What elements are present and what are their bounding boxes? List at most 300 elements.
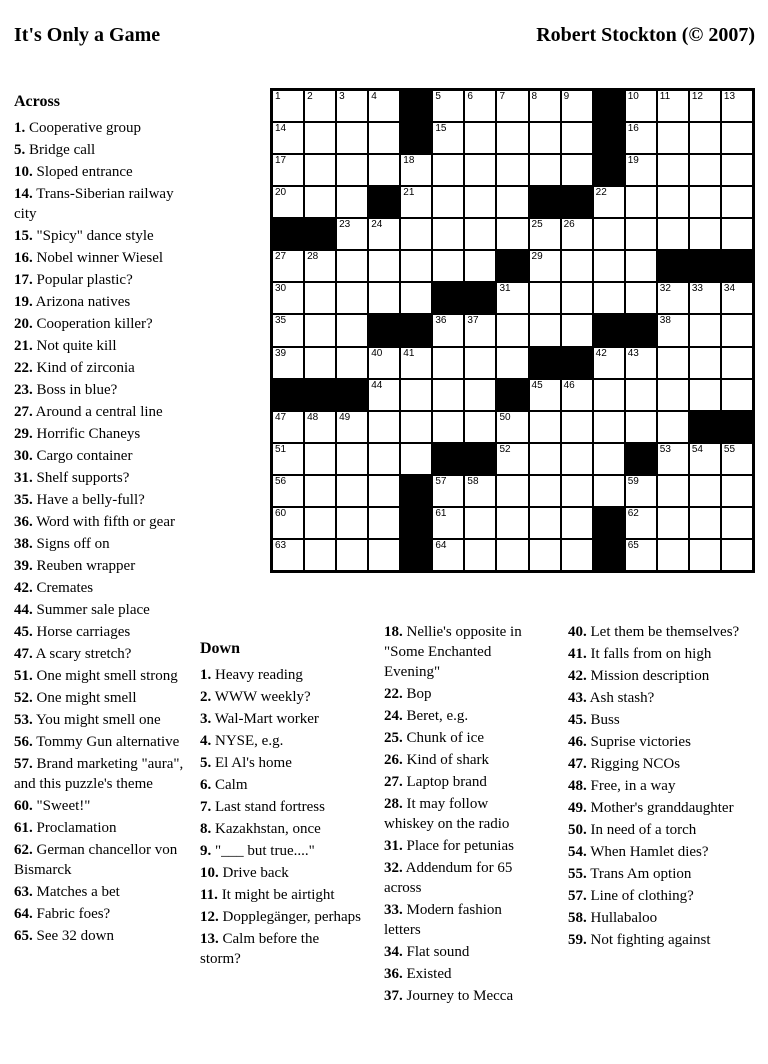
grid-cell[interactable] <box>304 122 336 154</box>
grid-cell[interactable] <box>625 154 657 186</box>
crossword-grid <box>270 88 755 573</box>
grid-cell[interactable] <box>432 411 464 443</box>
grid-cell[interactable] <box>529 539 561 571</box>
grid-cell-black <box>593 539 625 571</box>
grid-cell[interactable] <box>496 314 528 346</box>
grid-cell[interactable] <box>689 539 721 571</box>
grid-cell[interactable] <box>336 411 368 443</box>
grid-cell[interactable] <box>657 507 689 539</box>
grid-cell[interactable] <box>336 347 368 379</box>
grid-cell[interactable] <box>593 250 625 282</box>
grid-cell[interactable] <box>336 539 368 571</box>
grid-cell[interactable] <box>561 379 593 411</box>
cell-number: 62 <box>627 507 639 519</box>
grid-cell[interactable] <box>464 186 496 218</box>
grid-cell[interactable] <box>304 411 336 443</box>
grid-cell[interactable] <box>529 314 561 346</box>
grid-cell[interactable] <box>657 314 689 346</box>
clue-item: 47. Rigging NCOs <box>568 756 681 772</box>
grid-cell[interactable] <box>368 282 400 314</box>
grid-cell[interactable] <box>625 186 657 218</box>
grid-cell-black <box>496 250 528 282</box>
grid-cell[interactable] <box>464 154 496 186</box>
grid-cell[interactable] <box>432 539 464 571</box>
clue-number: 29. <box>14 426 33 442</box>
grid-cell[interactable] <box>721 539 753 571</box>
clue-item: 25. Chunk of ice <box>384 730 484 746</box>
grid-cell[interactable] <box>464 90 496 122</box>
grid-cell[interactable] <box>689 443 721 475</box>
grid-cell[interactable] <box>593 186 625 218</box>
clue-number: 33. <box>384 902 403 918</box>
grid-cell[interactable] <box>625 90 657 122</box>
cell-number: 50 <box>499 411 511 423</box>
grid-cell[interactable] <box>689 475 721 507</box>
grid-cell-black <box>561 186 593 218</box>
clue-number: 13. <box>200 931 219 947</box>
cell-number: 10 <box>627 91 639 102</box>
grid-cell[interactable] <box>496 122 528 154</box>
cell-number: 47 <box>275 411 287 423</box>
grid-cell[interactable] <box>304 90 336 122</box>
clue-number: 12. <box>200 909 219 925</box>
cell-number: 38 <box>659 315 671 327</box>
clue-item: 60. "Sweet!" <box>14 798 91 814</box>
grid-cell[interactable] <box>689 347 721 379</box>
grid-cell[interactable] <box>625 218 657 250</box>
grid-cell[interactable] <box>561 539 593 571</box>
grid-cell[interactable] <box>368 411 400 443</box>
grid-cell[interactable] <box>400 443 432 475</box>
grid-cell[interactable] <box>304 475 336 507</box>
grid-cell[interactable] <box>529 218 561 250</box>
grid-cell[interactable] <box>432 475 464 507</box>
grid-cell[interactable] <box>432 347 464 379</box>
grid-cell-black <box>272 218 304 250</box>
grid-cell[interactable] <box>336 443 368 475</box>
grid-cell[interactable] <box>464 411 496 443</box>
grid-cell[interactable] <box>368 443 400 475</box>
grid-cell[interactable] <box>400 218 432 250</box>
cell-number: 60 <box>275 507 287 519</box>
grid-cell[interactable] <box>272 411 304 443</box>
grid-cell[interactable] <box>721 282 753 314</box>
clue-number: 14. <box>14 186 33 202</box>
grid-cell-black <box>689 250 721 282</box>
clue-item: 47. A scary stretch? <box>14 646 132 662</box>
clue-item: 28. It may follow whiskey on the radio <box>384 796 510 832</box>
grid-cell[interactable] <box>368 218 400 250</box>
clue-number: 1. <box>14 120 26 136</box>
cell-number: 33 <box>691 283 703 295</box>
clue-number: 1. <box>200 667 212 683</box>
grid-cell[interactable] <box>689 314 721 346</box>
grid-cell[interactable] <box>400 347 432 379</box>
clue-number: 61. <box>14 820 33 836</box>
grid-cell[interactable] <box>272 250 304 282</box>
grid-cell[interactable] <box>496 507 528 539</box>
grid-cell[interactable] <box>689 154 721 186</box>
grid-cell[interactable] <box>529 282 561 314</box>
cell-number: 54 <box>691 443 703 455</box>
cell-number: 24 <box>371 219 383 231</box>
grid-cell[interactable] <box>304 443 336 475</box>
grid-cell[interactable] <box>304 250 336 282</box>
grid-cell[interactable] <box>721 122 753 154</box>
grid-cell-black <box>400 475 432 507</box>
cell-number: 41 <box>403 347 415 359</box>
grid-cell[interactable] <box>689 507 721 539</box>
grid-cell[interactable] <box>625 122 657 154</box>
clue-number: 48. <box>568 778 587 794</box>
grid-cell[interactable] <box>368 379 400 411</box>
clue-item: 3. Wal-Mart worker <box>200 711 319 727</box>
grid-cell[interactable] <box>625 379 657 411</box>
grid-cell[interactable] <box>368 475 400 507</box>
cell-number: 36 <box>435 315 447 327</box>
grid-cell[interactable] <box>496 443 528 475</box>
grid-cell[interactable] <box>432 314 464 346</box>
grid-cell[interactable] <box>625 411 657 443</box>
grid-cell[interactable] <box>272 90 304 122</box>
grid-cell[interactable] <box>496 154 528 186</box>
grid-cell[interactable] <box>400 411 432 443</box>
grid-cell[interactable] <box>368 122 400 154</box>
clue-number: 20. <box>14 316 33 332</box>
grid-cell[interactable] <box>368 250 400 282</box>
grid-cell[interactable] <box>432 218 464 250</box>
cell-number: 13 <box>723 91 736 102</box>
clue-number: 19. <box>14 294 33 310</box>
clue-number: 5. <box>14 142 26 158</box>
grid-cell[interactable] <box>304 539 336 571</box>
clue-item: 4. NYSE, e.g. <box>200 733 284 749</box>
cell-number: 57 <box>435 475 447 487</box>
clue-number: 40. <box>568 624 587 640</box>
grid-cell[interactable] <box>689 90 721 122</box>
clue-number: 27. <box>14 404 33 420</box>
grid-cell[interactable] <box>689 379 721 411</box>
grid-cell[interactable] <box>304 154 336 186</box>
grid-cell[interactable] <box>625 539 657 571</box>
grid-cell[interactable] <box>496 475 528 507</box>
clue-number: 11. <box>200 887 218 903</box>
grid-cell[interactable] <box>657 411 689 443</box>
cell-number: 19 <box>627 155 639 167</box>
clue-item: 34. Flat sound <box>384 944 470 960</box>
grid-cell[interactable] <box>464 475 496 507</box>
grid-cell[interactable] <box>529 122 561 154</box>
grid-cell[interactable] <box>561 154 593 186</box>
grid-cell[interactable] <box>336 122 368 154</box>
grid-cell[interactable] <box>368 539 400 571</box>
clue-number: 62. <box>14 842 33 858</box>
grid-cell[interactable] <box>304 507 336 539</box>
grid-cell[interactable] <box>272 186 304 218</box>
cell-number: 30 <box>275 283 287 295</box>
clue-item: 64. Fabric foes? <box>14 906 111 922</box>
clue-number: 63. <box>14 884 33 900</box>
grid-cell-black <box>464 443 496 475</box>
grid-cell[interactable] <box>272 314 304 346</box>
grid-cell[interactable] <box>464 250 496 282</box>
grid-cell[interactable] <box>657 186 689 218</box>
grid-cell[interactable] <box>336 282 368 314</box>
grid-cell[interactable] <box>496 90 528 122</box>
cell-number: 29 <box>531 251 543 263</box>
grid-cell[interactable] <box>496 186 528 218</box>
grid-cell[interactable] <box>368 90 400 122</box>
grid-cell[interactable] <box>336 475 368 507</box>
clue-item: 17. Popular plastic? <box>14 272 133 288</box>
grid-cell[interactable] <box>721 443 753 475</box>
grid-cell[interactable] <box>625 282 657 314</box>
grid-cell[interactable] <box>625 507 657 539</box>
cell-number: 28 <box>307 251 319 263</box>
cell-number: 22 <box>595 187 607 199</box>
clue-item: 44. Summer sale place <box>14 602 150 618</box>
grid-cell[interactable] <box>400 250 432 282</box>
grid-cell[interactable] <box>593 443 625 475</box>
grid-cell[interactable] <box>561 90 593 122</box>
grid-cell[interactable] <box>304 347 336 379</box>
grid-cell[interactable] <box>689 186 721 218</box>
grid-cell[interactable] <box>593 379 625 411</box>
clue-number: 42. <box>568 668 587 684</box>
grid-cell[interactable] <box>625 250 657 282</box>
clue-item: 5. El Al's home <box>200 755 292 771</box>
clue-number: 44. <box>14 602 33 618</box>
grid-cell[interactable] <box>336 90 368 122</box>
cell-number: 52 <box>499 443 511 455</box>
grid-cell[interactable] <box>561 507 593 539</box>
grid-cell[interactable] <box>496 539 528 571</box>
grid-cell[interactable] <box>657 475 689 507</box>
grid-cell[interactable] <box>304 186 336 218</box>
cell-number: 26 <box>563 219 575 231</box>
grid-cell[interactable] <box>721 186 753 218</box>
grid-cell[interactable] <box>721 314 753 346</box>
grid-cell[interactable] <box>368 507 400 539</box>
grid-cell-black <box>400 314 432 346</box>
grid-cell[interactable] <box>272 539 304 571</box>
clue-number: 15. <box>14 228 33 244</box>
cell-number: 35 <box>275 315 287 327</box>
cell-number: 40 <box>371 347 383 359</box>
grid-cell[interactable] <box>593 282 625 314</box>
grid-cell[interactable] <box>721 379 753 411</box>
grid-cell[interactable] <box>272 347 304 379</box>
grid-cell[interactable] <box>432 507 464 539</box>
clue-number: 45. <box>568 712 587 728</box>
grid-cell[interactable] <box>689 122 721 154</box>
grid-cell[interactable] <box>561 282 593 314</box>
clue-number: 9. <box>200 843 212 859</box>
grid-cell[interactable] <box>432 90 464 122</box>
clue-item: 62. German chancellor von Bismarck <box>14 842 178 878</box>
clue-number: 30. <box>14 448 33 464</box>
grid-cell[interactable] <box>561 475 593 507</box>
clue-number: 36. <box>384 966 403 982</box>
grid-cell[interactable] <box>593 411 625 443</box>
cell-number: 56 <box>275 475 287 487</box>
grid-cell[interactable] <box>529 443 561 475</box>
clue-item: 22. Kind of zirconia <box>14 360 135 376</box>
grid-cell[interactable] <box>593 218 625 250</box>
grid-cell[interactable] <box>529 90 561 122</box>
grid-cell[interactable] <box>272 122 304 154</box>
clue-item: 33. Modern fashion letters <box>384 902 502 938</box>
cell-number: 3 <box>339 91 345 102</box>
clue-item: 26. Kind of shark <box>384 752 489 768</box>
clue-item: 1. Cooperative group <box>14 120 142 136</box>
grid-cell[interactable] <box>529 475 561 507</box>
clue-item: 31. Place for petunias <box>384 838 514 854</box>
grid-cell[interactable] <box>496 282 528 314</box>
clue-number: 36. <box>14 514 33 530</box>
grid-cell[interactable] <box>689 282 721 314</box>
cell-number: 32 <box>659 283 671 295</box>
grid-cell[interactable] <box>689 218 721 250</box>
grid-cell[interactable] <box>272 507 304 539</box>
grid-cell-black <box>304 379 336 411</box>
grid-cell[interactable] <box>657 282 689 314</box>
grid-cell[interactable] <box>432 154 464 186</box>
grid-cell[interactable] <box>721 475 753 507</box>
grid-cell[interactable] <box>721 154 753 186</box>
clue-number: 6. <box>200 777 212 793</box>
clue-item: 37. Journey to Mecca <box>384 988 514 1004</box>
grid-cell[interactable] <box>336 250 368 282</box>
grid-cell[interactable] <box>529 411 561 443</box>
grid-cell[interactable] <box>336 314 368 346</box>
grid-cell[interactable] <box>368 347 400 379</box>
grid-cell[interactable] <box>432 122 464 154</box>
grid-cell[interactable] <box>657 218 689 250</box>
clue-item: 30. Cargo container <box>14 448 133 464</box>
grid-cell[interactable] <box>657 347 689 379</box>
grid-cell[interactable] <box>561 443 593 475</box>
clue-number: 5. <box>200 755 212 771</box>
grid-cell[interactable] <box>561 314 593 346</box>
cell-number: 37 <box>467 315 479 327</box>
cell-number: 55 <box>723 443 736 455</box>
grid-cell[interactable] <box>625 475 657 507</box>
grid-cell[interactable] <box>657 90 689 122</box>
clue-number: 47. <box>568 756 587 772</box>
grid-cell[interactable] <box>625 347 657 379</box>
grid-cell[interactable] <box>593 475 625 507</box>
grid-cell[interactable] <box>529 250 561 282</box>
grid-cell[interactable] <box>400 282 432 314</box>
clue-item: 50. In need of a torch <box>568 822 697 838</box>
clue-number: 57. <box>568 888 587 904</box>
grid-cell[interactable] <box>496 411 528 443</box>
grid-cell[interactable] <box>400 379 432 411</box>
grid-cell[interactable] <box>496 347 528 379</box>
grid-cell[interactable] <box>561 122 593 154</box>
clue-number: 17. <box>14 272 33 288</box>
grid-cell[interactable] <box>561 218 593 250</box>
grid-cell[interactable] <box>721 90 753 122</box>
cell-number: 15 <box>435 123 447 135</box>
grid-cell[interactable] <box>657 379 689 411</box>
grid-cell[interactable] <box>721 507 753 539</box>
clue-number: 64. <box>14 906 33 922</box>
grid-cell[interactable] <box>464 314 496 346</box>
grid-cell[interactable] <box>304 282 336 314</box>
grid-cell[interactable] <box>657 539 689 571</box>
clue-number: 34. <box>384 944 403 960</box>
grid-cell[interactable] <box>561 250 593 282</box>
grid-cell[interactable] <box>464 379 496 411</box>
cell-number: 61 <box>435 507 447 519</box>
clue-item: 63. Matches a bet <box>14 884 120 900</box>
grid-cell[interactable] <box>272 282 304 314</box>
cell-number: 63 <box>275 539 287 551</box>
cell-number: 64 <box>435 539 447 551</box>
grid-cell[interactable] <box>593 347 625 379</box>
grid-cell[interactable] <box>272 443 304 475</box>
grid-cell[interactable] <box>400 154 432 186</box>
grid-cell[interactable] <box>496 218 528 250</box>
grid-cell[interactable] <box>464 347 496 379</box>
grid-cell[interactable] <box>657 122 689 154</box>
clue-item: 36. Existed <box>384 966 452 982</box>
grid-cell[interactable] <box>657 154 689 186</box>
grid-cell[interactable] <box>464 539 496 571</box>
cell-number: 34 <box>723 283 736 295</box>
grid-cell[interactable] <box>464 218 496 250</box>
grid-cell[interactable] <box>721 347 753 379</box>
grid-cell[interactable] <box>721 218 753 250</box>
grid-cell[interactable] <box>336 154 368 186</box>
cell-number: 31 <box>499 283 511 295</box>
grid-cell[interactable] <box>336 507 368 539</box>
grid-cell[interactable] <box>432 250 464 282</box>
grid-cell[interactable] <box>529 154 561 186</box>
cell-number: 45 <box>531 379 543 391</box>
clue-item: 57. Brand marketing "aura", and this puzzle's theme <box>14 756 184 792</box>
grid-cell[interactable] <box>400 186 432 218</box>
grid-cell[interactable] <box>272 154 304 186</box>
grid-cell[interactable] <box>657 443 689 475</box>
grid-cell[interactable] <box>336 186 368 218</box>
grid-cell[interactable] <box>561 411 593 443</box>
grid-cell[interactable] <box>432 186 464 218</box>
cell-number: 21 <box>403 187 415 199</box>
grid-cell[interactable] <box>464 507 496 539</box>
grid-cell[interactable] <box>464 122 496 154</box>
grid-cell[interactable] <box>432 379 464 411</box>
cell-number: 12 <box>691 91 703 102</box>
down-section-continued-2 <box>568 622 740 952</box>
grid-cell[interactable] <box>529 507 561 539</box>
grid-cell[interactable] <box>304 314 336 346</box>
grid-cell[interactable] <box>336 218 368 250</box>
grid-cell[interactable] <box>368 154 400 186</box>
grid-cell[interactable] <box>529 379 561 411</box>
clue-number: 58. <box>568 910 587 926</box>
grid-cell-black <box>272 379 304 411</box>
clue-item: 27. Around a central line <box>14 404 163 420</box>
clue-number: 2. <box>200 689 212 705</box>
cell-number: 1 <box>275 91 281 102</box>
clue-number: 18. <box>384 624 403 640</box>
down-heading: Down <box>200 640 241 657</box>
cell-number: 58 <box>467 475 479 487</box>
grid-cell[interactable] <box>272 475 304 507</box>
